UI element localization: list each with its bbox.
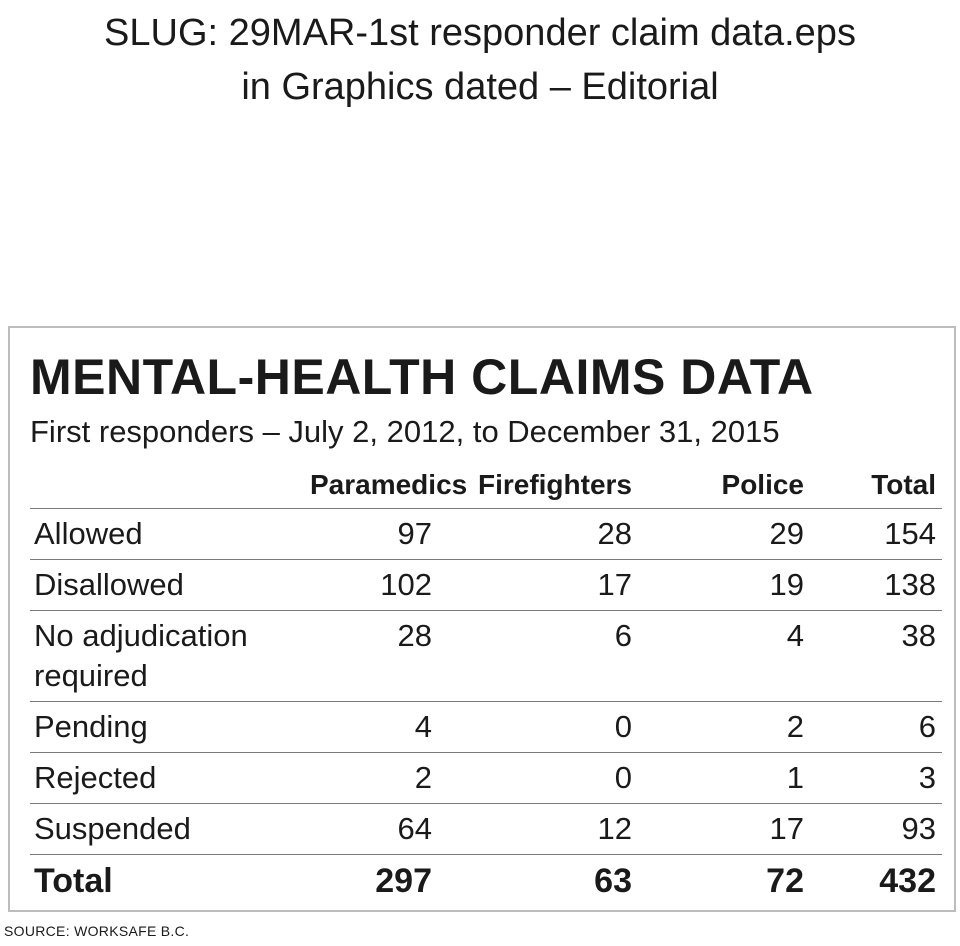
row-label: Allowed <box>30 509 310 560</box>
table-header-row <box>30 462 942 509</box>
cell-paramedics: 4 <box>310 702 438 753</box>
chart-title: MENTAL-HEALTH CLAIMS DATA <box>30 349 814 405</box>
cell-police: 17 <box>638 804 810 855</box>
row-label: Rejected <box>30 753 310 804</box>
claims-table-panel <box>8 326 956 912</box>
slug-line-2: in Graphics dated – Editorial <box>241 66 719 108</box>
row-label: Disallowed <box>30 560 310 611</box>
claims-table <box>30 462 942 906</box>
column-header-firefighters: Firefighters <box>438 462 638 509</box>
table-row-rejected <box>30 753 942 804</box>
cell-police: 19 <box>638 560 810 611</box>
cell-paramedics: 2 <box>310 753 438 804</box>
cell-firefighters: 28 <box>438 509 638 560</box>
cell-police: 4 <box>638 611 810 702</box>
row-label: Pending <box>30 702 310 753</box>
row-label: Total <box>34 862 113 900</box>
cell-police: 29 <box>638 509 810 560</box>
cell-police: 2 <box>638 702 810 753</box>
cell-firefighters: 12 <box>438 804 638 855</box>
slug-header <box>0 6 960 114</box>
row-label: No adjudication required <box>30 611 310 702</box>
cell-total: 6 <box>810 702 942 753</box>
table-row-allowed <box>30 509 942 560</box>
cell-paramedics: 64 <box>310 804 438 855</box>
cell-paramedics: 28 <box>310 611 438 702</box>
table-row-disallowed <box>30 560 942 611</box>
cell-total: 3 <box>810 753 942 804</box>
row-label: Suspended <box>30 804 310 855</box>
source-note: SOURCE: WORKSAFE B.C. <box>4 923 190 939</box>
column-header-total: Total <box>810 462 942 509</box>
cell-paramedics: 97 <box>310 509 438 560</box>
header-blank-cell <box>30 462 310 509</box>
cell-total: 138 <box>810 560 942 611</box>
table-row-total <box>30 855 942 907</box>
cell-firefighters: 0 <box>438 702 638 753</box>
column-header-police: Police <box>638 462 810 509</box>
cell-paramedics: 102 <box>310 560 438 611</box>
cell-paramedics: 297 <box>375 862 432 900</box>
cell-total: 154 <box>810 509 942 560</box>
cell-police: 72 <box>766 862 804 900</box>
cell-total: 432 <box>879 862 936 900</box>
cell-total: 93 <box>810 804 942 855</box>
chart-subtitle: First responders – July 2, 2012, to December 31, 2015 <box>30 414 780 449</box>
cell-total: 38 <box>810 611 942 702</box>
table-row-suspended <box>30 804 942 855</box>
slug-line-1: SLUG: 29MAR-1st responder claim data.eps <box>104 12 856 54</box>
column-header-paramedics: Paramedics <box>310 462 438 509</box>
table-row-pending <box>30 702 942 753</box>
cell-firefighters: 0 <box>438 753 638 804</box>
cell-police: 1 <box>638 753 810 804</box>
table-row-no-adjudication <box>30 611 942 702</box>
cell-firefighters: 17 <box>438 560 638 611</box>
cell-firefighters: 6 <box>438 611 638 702</box>
cell-firefighters: 63 <box>594 862 632 900</box>
